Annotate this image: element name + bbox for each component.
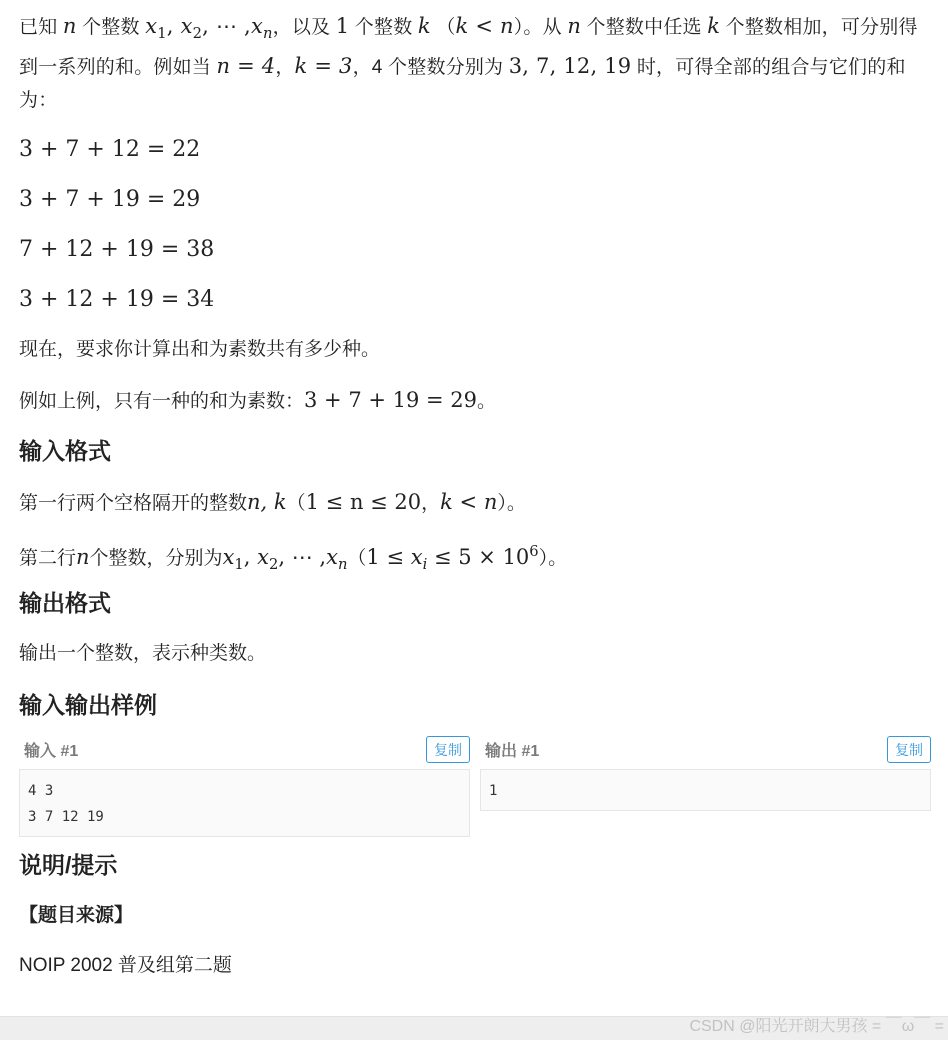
intro-text: 个整数 [82, 17, 140, 38]
sample-io-container [19, 733, 931, 837]
intro-paragraph [19, 10, 931, 117]
math-subscript: 1 [234, 556, 244, 574]
input-format-text: ）。 [538, 548, 568, 570]
copy-output-button[interactable]: 复制 [887, 736, 931, 763]
intro-text: ，以及 [272, 17, 331, 38]
sample-input-title: 输入 #1 [24, 742, 79, 760]
example-equation: 3 + 7 + 19 = 29 [304, 388, 478, 413]
math-sequence [222, 545, 348, 574]
math-comma: , [243, 545, 251, 570]
input-format-text: 第二行 [19, 548, 77, 570]
input-format-heading: 输入格式 [19, 438, 111, 465]
intro-text: 个整数相加，可分别得到一系列的和。例如当 [19, 17, 918, 79]
intro-text: 时，可得全部的组合与它们的和为： [19, 57, 906, 112]
math-var-x: x [257, 545, 269, 570]
input-format-line2 [19, 527, 931, 577]
math-subscript: n [337, 556, 348, 574]
source-text: NOIP 2002 普及组第二题 [19, 955, 232, 977]
watermark: CSDN @阳光开朗大男孩 = ￣ω￣ = [689, 1018, 944, 1035]
math-comma: , [319, 545, 327, 570]
task-paragraph: 现在，要求你计算出和为素数共有多少种。 [19, 339, 381, 361]
intro-text: ）。从 [513, 17, 562, 38]
math-var-x: x [145, 14, 158, 38]
output-format-text: 输出一个整数，表示种类数。 [19, 643, 267, 665]
math-sequence [145, 14, 273, 43]
math-var-x: x [250, 14, 263, 38]
math-subscript: n [262, 25, 273, 43]
math-var-x: x [222, 545, 235, 570]
math-condition: k < n [455, 14, 514, 38]
equation: 7 + 12 + 19 = 38 [19, 237, 215, 263]
example-paragraph [19, 375, 931, 425]
example-text: 例如上例，只有一种的和为素数： [19, 391, 305, 413]
math-var-x: x [410, 545, 423, 570]
math-condition [366, 543, 539, 574]
math-text: ≤ 5 × 10 [433, 545, 530, 570]
sample-output-title: 输出 #1 [485, 742, 540, 760]
input-format-line1 [19, 477, 931, 527]
math-var-n: n [76, 545, 90, 570]
equation: 3 + 12 + 19 = 34 [19, 287, 215, 313]
equation: 3 + 7 + 12 = 22 [19, 137, 201, 163]
math-subscript: 2 [192, 25, 203, 43]
math-ellipsis: ⋯ [291, 545, 313, 570]
sample-output-box[interactable]: 1 [480, 769, 931, 811]
source-label: 【题目来源】 [19, 905, 134, 927]
math-number-list: 3, 7, 12, 19 [508, 54, 632, 79]
input-format-text: 个整数，分别为 [89, 548, 223, 570]
math-condition: k = 3 [294, 54, 353, 79]
math-var-x: x [180, 14, 193, 38]
math-var-n: n [567, 14, 582, 38]
problem-statement [19, 0, 931, 991]
sample-input [19, 733, 470, 837]
math-var-k: k [707, 14, 721, 38]
intro-text: （ [436, 17, 456, 38]
intro-text: 已知 [19, 17, 58, 38]
math-var-k: k [417, 14, 431, 38]
math-text: 1 ≤ [366, 545, 405, 570]
intro-text: ， [275, 57, 295, 79]
output-format-heading: 输出格式 [19, 590, 111, 617]
input-format-text: ， [421, 493, 441, 515]
math-comma: , [278, 545, 286, 570]
math-subscript: 1 [157, 25, 167, 43]
input-format-text: 第一行两个空格隔开的整数 [19, 493, 248, 515]
math-number: 1 [335, 14, 350, 38]
sample-output-header [480, 733, 931, 765]
intro-text: 个整数中任选 [586, 17, 702, 38]
math-comma: , [244, 14, 251, 38]
math-condition: k < n [440, 490, 498, 515]
math-var-x: x [326, 545, 338, 570]
copy-input-button[interactable]: 复制 [426, 736, 470, 763]
input-format-text: ）。 [497, 493, 526, 515]
intro-text: ，4 个整数分别为 [352, 57, 504, 79]
input-format-text: （ [347, 548, 367, 570]
samples-heading: 输入输出样例 [19, 692, 157, 719]
math-var-n: n [62, 14, 77, 38]
example-text: 。 [477, 391, 497, 413]
math-subscript: 2 [268, 556, 279, 574]
math-vars: n, k [247, 490, 287, 515]
math-condition: 1 ≤ n ≤ 20 [305, 490, 422, 515]
equation: 3 + 7 + 19 = 29 [19, 187, 201, 213]
math-subscript: i [422, 556, 428, 574]
math-ellipsis: ⋯ [215, 14, 238, 38]
math-comma: , [166, 14, 174, 38]
math-condition: n = 4 [216, 54, 276, 79]
hint-heading: 说明/提示 [19, 852, 118, 879]
sample-output [480, 733, 931, 837]
sample-input-box[interactable]: 4 3 3 7 12 19 [19, 769, 470, 837]
intro-text: 个整数 [354, 17, 413, 38]
math-superscript: 6 [529, 543, 539, 561]
math-comma: , [202, 14, 210, 38]
input-format-text: （ [286, 493, 306, 515]
sample-input-header [19, 733, 470, 765]
